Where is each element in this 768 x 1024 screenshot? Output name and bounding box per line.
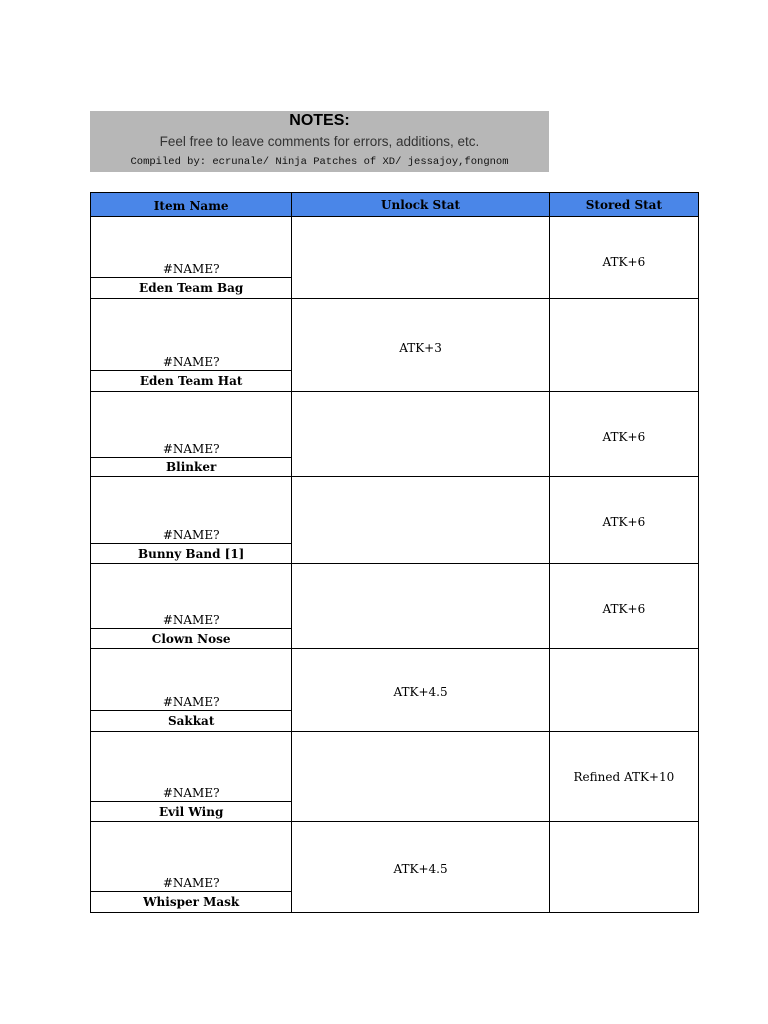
stored-stat-cell[interactable] (549, 299, 698, 392)
stored-stat-cell[interactable] (549, 822, 698, 913)
table-row (91, 477, 699, 544)
item-name-cell[interactable]: Evil Wing (91, 802, 292, 822)
stored-stat-cell[interactable] (549, 649, 698, 732)
stored-stat-value: ATK+6 (602, 515, 646, 529)
item-name-cell[interactable]: Sakkat (91, 711, 292, 732)
header-unlock-stat[interactable]: Unlock Stat (292, 193, 549, 217)
unlock-stat-cell[interactable] (292, 822, 549, 913)
unlock-stat-value: ATK+3 (399, 341, 442, 355)
name-error-cell[interactable]: #NAME? (91, 822, 292, 892)
unlock-stat-cell[interactable] (292, 299, 549, 392)
header-item-name[interactable]: Item Name (91, 193, 292, 217)
stored-stat-value (550, 299, 698, 341)
unlock-stat-cell[interactable] (292, 564, 549, 649)
name-error-cell[interactable]: #NAME? (91, 392, 292, 458)
unlock-stat-value: ATK+4.5 (393, 862, 448, 876)
stored-stat-value: ATK+6 (602, 255, 646, 269)
table-row (91, 392, 699, 458)
table-row (91, 564, 699, 629)
unlock-stat-value (292, 732, 548, 770)
notes-box (90, 111, 549, 172)
header-stored-stat[interactable]: Stored Stat (549, 193, 698, 217)
name-error-cell[interactable]: #NAME? (91, 217, 292, 278)
header-row (91, 193, 699, 217)
stored-stat-cell[interactable] (549, 564, 698, 649)
table-row (91, 217, 699, 278)
items-table (90, 192, 699, 913)
notes-title: NOTES: (289, 112, 350, 129)
unlock-stat-cell[interactable] (292, 392, 549, 477)
item-name-cell[interactable]: Eden Team Hat (91, 371, 292, 392)
item-name-cell[interactable]: Eden Team Bag (91, 278, 292, 299)
unlock-stat-cell[interactable] (292, 732, 549, 822)
unlock-stat-value (292, 564, 548, 602)
stored-stat-value (550, 822, 698, 862)
item-name-cell[interactable]: Bunny Band [1] (91, 544, 292, 564)
table-row (91, 822, 699, 892)
stored-stat-cell[interactable] (549, 477, 698, 564)
stored-stat-value: ATK+6 (602, 430, 646, 444)
table-row (91, 732, 699, 802)
name-error-cell[interactable]: #NAME? (91, 732, 292, 802)
stored-stat-cell[interactable] (549, 217, 698, 299)
notes-compiled-by: Compiled by: ecrunale/ Ninja Patches of XD/ jessajoy,fongnom (130, 156, 509, 168)
table-row (91, 299, 699, 371)
unlock-stat-cell[interactable] (292, 477, 549, 564)
stored-stat-value: ATK+6 (602, 602, 646, 616)
name-error-cell[interactable]: #NAME? (91, 649, 292, 711)
name-error-cell[interactable]: #NAME? (91, 299, 292, 371)
unlock-stat-cell[interactable] (292, 649, 549, 732)
unlock-stat-value (292, 477, 548, 515)
name-error-cell[interactable]: #NAME? (91, 477, 292, 544)
unlock-stat-value (292, 217, 548, 255)
item-name-cell[interactable]: Blinker (91, 458, 292, 477)
item-name-cell[interactable]: Clown Nose (91, 629, 292, 649)
item-name-cell[interactable]: Whisper Mask (91, 892, 292, 913)
unlock-stat-cell[interactable] (292, 217, 549, 299)
notes-text: Feel free to leave comments for errors, additions, etc. (159, 134, 480, 149)
table-row (91, 649, 699, 711)
stored-stat-cell[interactable] (549, 392, 698, 477)
stored-stat-cell[interactable] (549, 732, 698, 822)
stored-stat-value (550, 649, 698, 685)
unlock-stat-value: ATK+4.5 (393, 685, 448, 699)
name-error-cell[interactable]: #NAME? (91, 564, 292, 629)
unlock-stat-value (292, 392, 548, 430)
stored-stat-value: Refined ATK+10 (573, 770, 675, 784)
